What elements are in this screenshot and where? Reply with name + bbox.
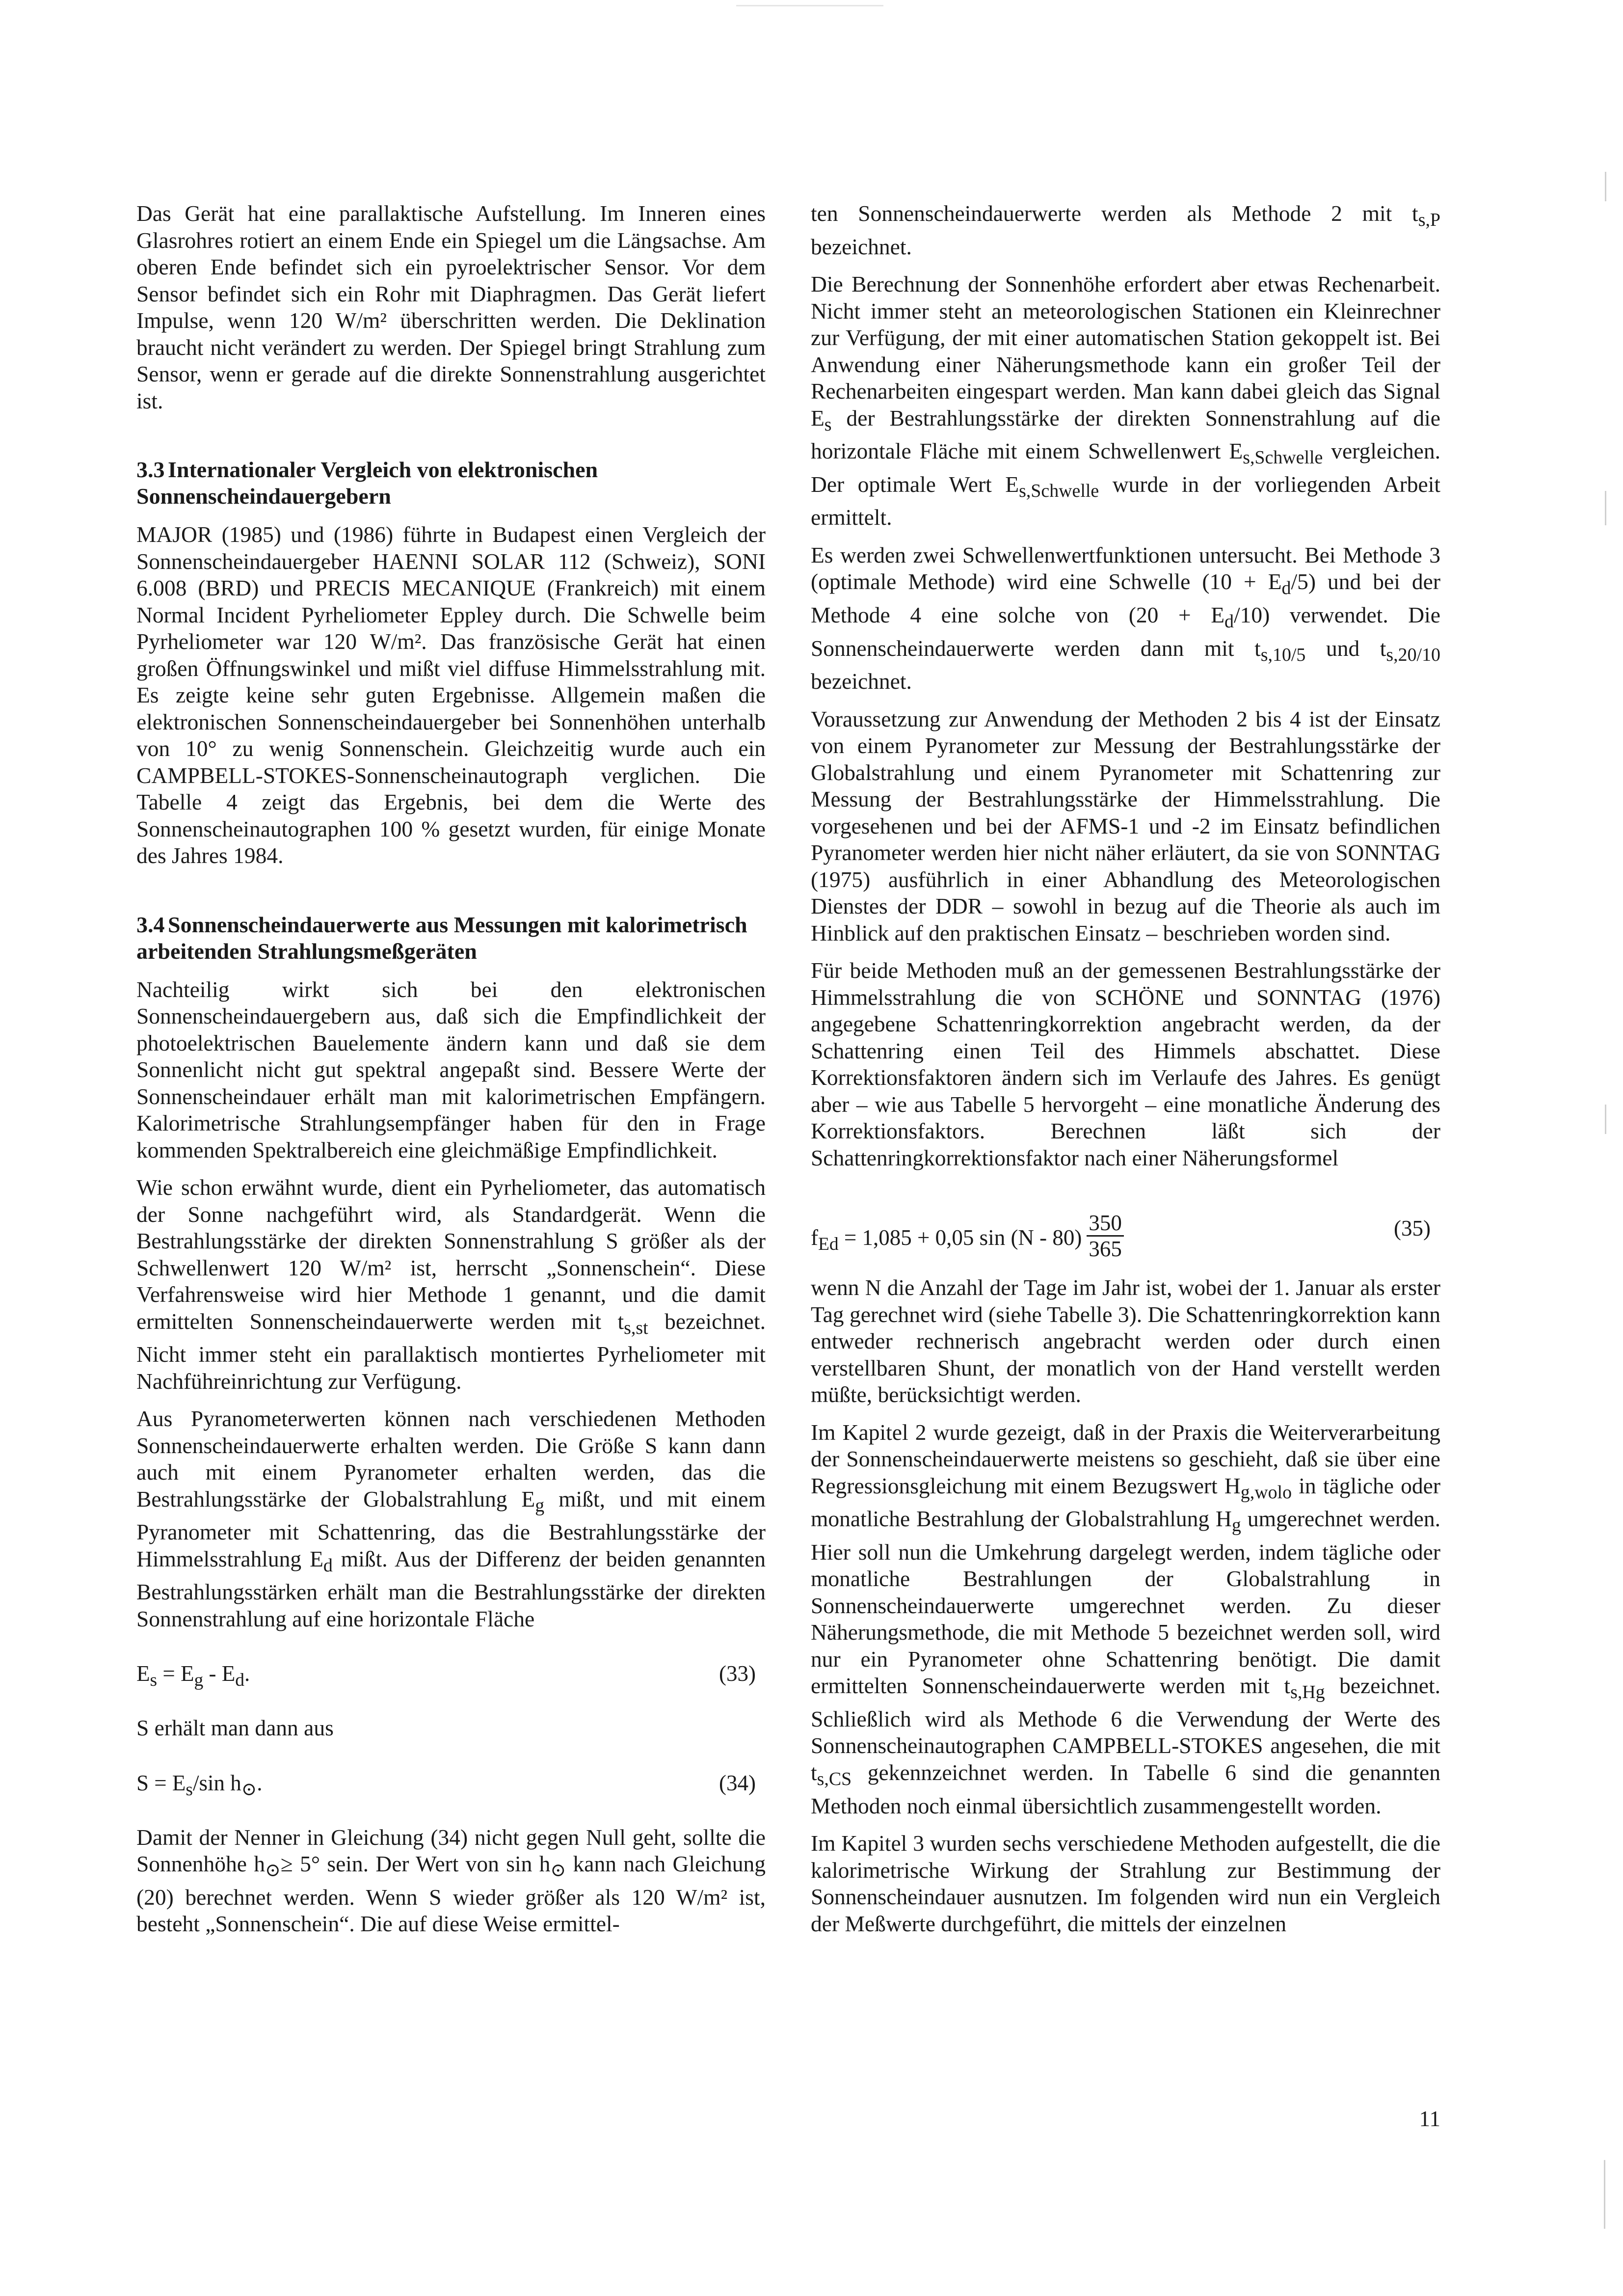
subscript: s,CS (817, 1769, 852, 1790)
subscript: ⊙ (241, 1779, 257, 1800)
left-column (136, 200, 766, 1948)
text-run: Es werden zwei Schwellenwertfunktionen untersucht. Bei Methode 3 (optimale Methode) wird eine Schwelle (10 + E (811, 542, 1440, 594)
subscript: g (535, 1495, 545, 1516)
equation-number: (35) (1394, 1216, 1431, 1241)
text-run: /sin h (193, 1770, 241, 1795)
section-title: Internationaler Vergleich von elektronischen Sonnenscheindauergebern (136, 457, 598, 509)
scan-edge-mark (1605, 491, 1606, 525)
equation-35 (811, 1196, 1440, 1262)
text-run: bezeichnet. (811, 669, 912, 694)
fraction-numerator: 350 (1087, 1211, 1124, 1237)
subscript: d (235, 1670, 244, 1691)
paragraph (136, 1174, 766, 1395)
paragraph (136, 1405, 766, 1632)
text-run: ≥ 5° sein. Der Wert von sin h (280, 1851, 551, 1877)
subscript: ⊙ (265, 1860, 281, 1881)
equation-34 (136, 1769, 766, 1800)
text-run: E (136, 1661, 150, 1686)
text-run: /5) und bei der Methode 4 eine solche von (20 + E (811, 569, 1440, 627)
subscript: ⊙ (550, 1860, 566, 1881)
paragraph: wenn N die Anzahl der Tage im Jahr ist, wobei der 1. Januar als erster Tag gerechnet wird (siehe Tabelle 3). Die Schattenringkorrektion kann entweder rechnerisch angebracht werden oder durch einen verstellbaren Shunt, der monatlich von der Hand verstellt werden müßte, berücksichtigt werden. (811, 1275, 1440, 1407)
subscript: s,Hg (1290, 1682, 1325, 1703)
text-run: kann nach Gleichung (20) berechnet werden. Wenn S wieder größer als 120 W/m² ist, besteht „Sonnenschein“. Die auf diese Weise ermittel- (136, 1851, 766, 1937)
text-run: = 1,085 + 0,05 sin (N - 80) (838, 1225, 1082, 1250)
subscript: s,st (624, 1317, 648, 1338)
subscript: s,10/5 (1260, 644, 1306, 665)
section-heading-3-3 (136, 457, 766, 510)
paragraph: Für beide Methoden muß an der gemessenen Bestrahlungsstärke der Himmelsstrahlung die von SCHÖNE und SONNTAG (1976) angegebene Schattenringkorrektion angebracht werden, da der Schattenring einen Teil des Himmels abschattet. Diese Korrektionsfaktoren ändern sich im Verlaufe des Jahres. Es genügt aber – wie aus Tabelle 5 hervorgeht – eine monatliche Änderung des Korrektionsfaktors. Berechnen läßt sich der Schattenringkorrektionsfaktor nach einer Näherungsformel (811, 958, 1440, 1170)
subscript: s (824, 414, 832, 435)
text-run: = E (157, 1661, 194, 1686)
equation-expression (136, 1769, 262, 1804)
fraction-denominator: 365 (1089, 1237, 1122, 1262)
equation-expression (811, 1211, 1124, 1265)
section-heading-3-4 (136, 912, 766, 965)
scan-edge-mark (1604, 2160, 1605, 2229)
section-number: 3.3 (136, 457, 165, 482)
text-run: Im Kapitel 2 wurde gezeigt, daß in der Praxis die Weiterverarbeitung der Sonnenscheindauerwerte meistens so geschieht, daß sie über eine Regressionsgleichung mit einem Bezugswert H (811, 1419, 1440, 1498)
subscript: g (1231, 1515, 1241, 1536)
text-run: - E (203, 1661, 236, 1686)
scan-edge-mark (1605, 1105, 1606, 1134)
paragraph: S erhält man dann aus (136, 1715, 334, 1741)
paragraph: MAJOR (1985) und (1986) führte in Budapest einen Vergleich der Sonnenscheindauergeber HAENNI SOLAR 112 (Schweiz), SONI 6.008 (BRD) und PRECIS MECANIQUE (Frankreich) mit einem Normal Incident Pyrheliometer Eppley durch. Die Schwelle beim Pyrheliometer war 120 W/m². Das französische Gerät hat einen großen Öffnungswinkel und mißt viel diffuse Himmelsstrahlung mit. Es zeigte keine sehr guten Ergebnisse. Allgemein maßen die elektronischen Sonnenscheindauergeber bei Sonnenhöhen unterhalb von 10° zu wenig Sonnenschein. Gleichzeitig wurde auch ein CAMPBELL-STOKES-Sonnenscheinautograph verglichen. Die Tabelle 4 zeigt das Ergebnis, bei dem die Werte des Sonnenscheinautographen 100 % gesetzt wurden, für einige Monate des Jahres 1984. (136, 522, 766, 868)
subscript: g,wolo (1240, 1482, 1292, 1503)
text-run: Aus Pyranometerwerten können nach verschiedenen Methoden Sonnenscheindauerwerte erhalten werden. Die Größe S kann dann auch mit einem Pyranometer erhalten werden, das die Bestrahlungsstärke der Globalstrahlung E (136, 1406, 766, 1512)
scan-edge-mark (1605, 172, 1606, 201)
equation-number: (34) (719, 1770, 756, 1795)
subscript: s,Schwelle (1019, 480, 1099, 501)
page-number: 11 (1419, 2107, 1440, 2131)
text-run: S = E (136, 1770, 186, 1795)
paragraph (811, 1419, 1440, 1819)
subscript: Ed (818, 1234, 839, 1254)
text-run: Damit der Nenner in Gleichung (34) nicht gegen Null geht, sollte die Sonnenhöhe h (136, 1824, 766, 1877)
text-run: . (244, 1661, 250, 1686)
text-run: in tägliche oder monatliche Bestrahlung der Globalstrahlung H (811, 1473, 1440, 1532)
paragraph: Voraussetzung zur Anwendung der Methoden 2 bis 4 ist der Einsatz von einem Pyranometer zur Messung der Bestrahlungsstärke der Globalstrahlung und einem Pyranometer mit Schattenring zur Messung der Bestrahlungsstärke der Himmelsstrahlung. Die vorgesehenen und bei der AFMS-1 und -2 im Einsatz befindlichen Pyranometer werden hier nicht näher erläutert, da sie von SONNTAG (1975) ausführlich in einer Abhandlung des Meteorologischen Dienstes der DDR – sowohl in bezug auf die Theorie als auch im Hinblick auf den praktischen Einsatz – beschrieben worden sind. (811, 706, 1440, 945)
subscript: d (1224, 611, 1234, 632)
fraction (1087, 1211, 1124, 1261)
subscript: s,20/10 (1386, 644, 1440, 665)
text-run: der Bestrahlungsstärke der direkten Sonnenstrahlung auf die horizontale Fläche mit einem Schwellenwert E (811, 405, 1440, 464)
text-run: gekennzeichnet werden. In Tabelle 6 sind die genannten Methoden noch einmal übersichtlich zusammengestellt worden. (811, 1759, 1440, 1818)
scan-artifact (736, 5, 883, 6)
text-run: Wie schon erwähnt wurde, dient ein Pyrheliometer, das automatisch der Sonne nachgeführt wird, als Standardgerät. Wenn die Bestrahlungsstärke der direkten Sonnenstrahlung S größer als der Schwellenwert 120 W/m² ist, herrscht „Sonnenschein“. Diese Verfahrensweise wird hier Methode 1 genannt, und die damit ermittelten Sonnenscheindauerwerte werden mit t (136, 1175, 766, 1334)
right-column (811, 200, 1440, 1948)
text-run: f (811, 1225, 818, 1250)
subscript: g (194, 1670, 204, 1691)
paragraph (811, 542, 1440, 695)
paragraph: Das Gerät hat eine parallaktische Aufstellung. Im Inneren eines Glasrohres rotiert an einem Ende ein Spiegel um die Längsachse. Am oberen Ende befindet sich ein pyroelektrischer Sensor. Vor dem Sensor befindet sich ein Rohr mit Diaphragmen. Das Gerät liefert Impulse, wenn 120 W/m² überschritten werden. Die Deklination braucht nicht verändert zu werden. Der Spiegel bringt Strahlung zum Sensor, wenn er gerade auf die direkte Sonnenstrahlung ausgerichtet ist. (136, 201, 766, 413)
section-number: 3.4 (136, 912, 165, 937)
subscript: d (1281, 578, 1291, 599)
text-run: . (257, 1770, 263, 1795)
equation-number: (33) (719, 1661, 756, 1686)
paragraph (811, 200, 1440, 260)
paragraph (811, 271, 1440, 531)
text-run: mißt, und mit einem Pyranometer mit Schattenring, das die Bestrahlungsstärke der Himmelsstrahlung E (136, 1486, 766, 1571)
paragraph: Im Kapitel 3 wurden sechs verschiedene Methoden aufgestellt, die die kalorimetrische Wirkung der Strahlung zur Bestimmung der Sonnenscheindauer ausnutzen. Im folgenden wird nun ein Vergleich der Meßwerte durchgeführt, die mittels der einzelnen (811, 1831, 1440, 1936)
equation-33 (136, 1660, 766, 1691)
equation-expression (136, 1660, 250, 1694)
text-run: vergleichen. Der optimale Wert E (811, 438, 1440, 497)
text-run: ten Sonnenscheindauerwerte werden als Methode 2 mit t (811, 201, 1418, 226)
subscript: s (150, 1670, 158, 1691)
text-run: bezeichnet. (811, 234, 912, 259)
subscript: s,P (1418, 210, 1440, 231)
text-run: bezeichnet. Nicht immer steht ein parallaktisch montiertes Pyrheliometer mit Nachführeinrichtung zur Verfügung. (136, 1308, 766, 1394)
subscript: s,Schwelle (1243, 447, 1323, 468)
text-run: und t (1305, 635, 1386, 661)
text-run: /10) verwendet. Die Sonnenscheindauerwerte werden dann mit t (811, 602, 1440, 661)
text-run: Die Berechnung der Sonnenhöhe erfordert aber etwas Rechenarbeit. Nicht immer steht an meteorologischen Stationen ein Kleinrechner zur Verfügung, der mit einer automatischen Station gekoppelt ist. Bei Anwendung einer Näherungsmethode kann ein großer Teil der Rechenarbeiten eingespart werden. Man kann dabei gleich das Signal E (811, 271, 1440, 431)
text-run: mißt. Aus der Differenz der beiden genannten Bestrahlungsstärken erhält man die Bestrahlungsstärke der direkten Sonnenstrahlung auf eine horizontale Fläche (136, 1546, 766, 1631)
text-run: umgerechnet werden. Hier soll nun die Umkehrung dargelegt werden, indem tägliche oder monatliche Bestrahlungen der Globalstrahlung in Sonnenscheindauerwerte umgerechnet werden. Zu dieser Näherungsmethode, die mit Methode 5 bezeichnet werden soll, wird nur ein Pyranometer ohne Schattenring benötigt. Die damit ermittelten Sonnenscheindauerwerte werden mit t (811, 1506, 1440, 1699)
subscript: d (323, 1555, 333, 1576)
subscript: s (186, 1779, 193, 1800)
text-run: wurde in der vorliegenden Arbeit ermittelt. (811, 471, 1440, 530)
paragraph: Nachteilig wirkt sich bei den elektronischen Sonnenscheindauergebern aus, daß sich die Empfindlichkeit der photoelektrischen Bauelemente ändern kann und daß sie dem Sonnenlicht nicht gut spektral angepaßt sind. Bessere Werte der Sonnenscheindauer erhält man mit kalorimetrischen Empfängern. Kalorimetrische Strahlungsempfänger haben für den in Frage kommenden Spektralbereich eine gleichmäßige Empfindlichkeit. (136, 976, 766, 1162)
paragraph (136, 1824, 766, 1938)
section-title: Sonnenscheindauerwerte aus Messungen mit kalorimetrisch arbeitenden Strahlungsmeßgeräten (136, 912, 747, 964)
text-run: bezeichnet. Schließlich wird als Methode 6 die Verwendung der Werte des Sonnenscheinautographen CAMPBELL-STOKES angesehen, die mit t (811, 1673, 1440, 1785)
